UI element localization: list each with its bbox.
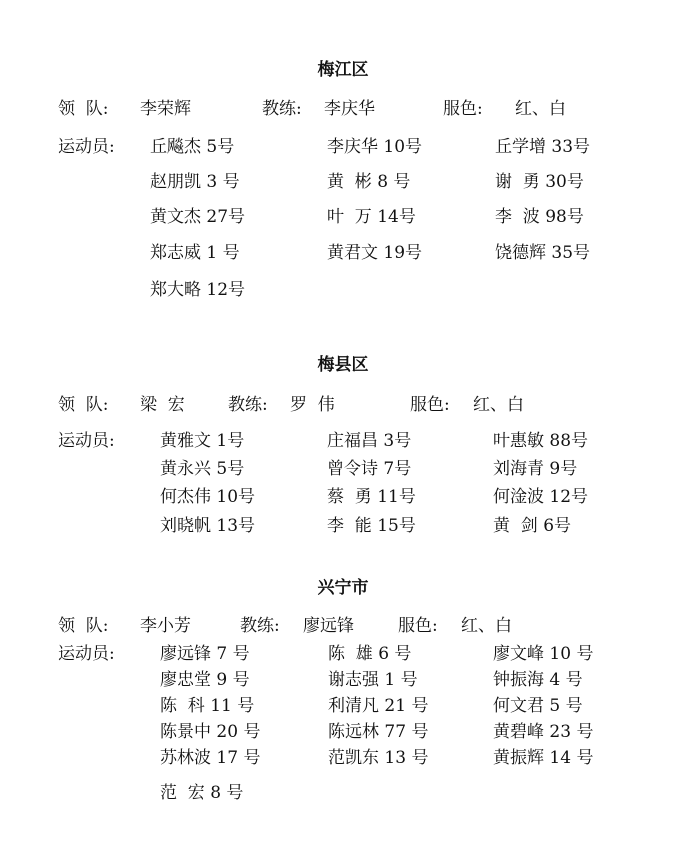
athlete-entry: 黄碧峰 23 号: [493, 722, 594, 742]
leader-name: 梁 宏: [140, 395, 185, 415]
athletes-label: 运动员:: [58, 644, 115, 664]
athlete-entry: 廖忠堂 9 号: [160, 670, 250, 690]
uniform-label: 服色:: [398, 616, 438, 636]
athlete-entry: 何杰伟 10号: [160, 487, 256, 507]
athlete-entry: 范 宏 8 号: [160, 783, 244, 803]
athlete-entry: 刘晓帆 13号: [160, 516, 256, 536]
athlete-entry: 李 波 98号: [495, 207, 584, 227]
athlete-entry: 陈远林 77 号: [328, 722, 429, 742]
athlete-entry: 丘学增 33号: [495, 137, 591, 157]
athlete-entry: 陈 科 11 号: [160, 696, 255, 716]
uniform-label: 服色:: [410, 395, 450, 415]
coach-name: 廖远锋: [303, 616, 354, 636]
leader-label: 领 队:: [58, 99, 109, 119]
athlete-entry: 黄永兴 5号: [160, 459, 245, 479]
athlete-entry: 何淦波 12号: [493, 487, 589, 507]
coach-label: 教练:: [228, 395, 268, 415]
athlete-entry: 黄振辉 14 号: [493, 748, 594, 768]
athlete-entry: 黄君文 19号: [327, 243, 423, 263]
athlete-entry: 饶德辉 35号: [495, 243, 591, 263]
coach-name: 罗 伟: [290, 395, 335, 415]
uniform-color: 红、白: [461, 616, 512, 636]
athlete-entry: 郑志威 1 号: [150, 243, 240, 263]
athlete-entry: 黄 彬 8 号: [327, 172, 411, 192]
athlete-entry: 钟振海 4 号: [493, 670, 583, 690]
athlete-entry: 黄 剑 6号: [493, 516, 572, 536]
athlete-entry: 苏林波 17 号: [160, 748, 261, 768]
leader-label: 领 队:: [58, 616, 109, 636]
athlete-entry: 利清凡 21 号: [328, 696, 429, 716]
coach-label: 教练:: [262, 99, 302, 119]
leader-name: 李小芳: [140, 616, 191, 636]
leader-label: 领 队:: [58, 395, 109, 415]
athlete-entry: 廖文峰 10 号: [493, 644, 594, 664]
athletes-label: 运动员:: [58, 431, 115, 451]
athlete-entry: 庄福昌 3号: [327, 431, 412, 451]
athlete-entry: 丘飚杰 5号: [150, 137, 235, 157]
athlete-entry: 刘海青 9号: [493, 459, 578, 479]
uniform-color: 红、白: [515, 99, 566, 119]
coach-label: 教练:: [240, 616, 280, 636]
athlete-entry: 赵朋凯 3 号: [150, 172, 240, 192]
athlete-entry: 曾令诗 7号: [327, 459, 412, 479]
athlete-entry: 范凯东 13 号: [328, 748, 429, 768]
uniform-color: 红、白: [473, 395, 524, 415]
athlete-entry: 黄文杰 27号: [150, 207, 246, 227]
coach-name: 李庆华: [324, 99, 375, 119]
athletes-label: 运动员:: [58, 137, 115, 157]
leader-name: 李荣辉: [140, 99, 191, 119]
section-title: 兴宁市: [317, 578, 369, 598]
athlete-entry: 谢志强 1 号: [328, 670, 418, 690]
athlete-entry: 陈 雄 6 号: [328, 644, 412, 664]
athlete-entry: 黄雅文 1号: [160, 431, 245, 451]
athlete-entry: 何文君 5 号: [493, 696, 583, 716]
uniform-label: 服色:: [443, 99, 483, 119]
athlete-entry: 谢 勇 30号: [495, 172, 584, 192]
athlete-entry: 廖远锋 7 号: [160, 644, 250, 664]
section-title: 梅江区: [317, 60, 369, 80]
section-title: 梅县区: [317, 355, 369, 375]
athlete-entry: 蔡 勇 11号: [327, 487, 416, 507]
athlete-entry: 李庆华 10号: [327, 137, 423, 157]
athlete-entry: 叶惠敏 88号: [493, 431, 589, 451]
athlete-entry: 叶 万 14号: [327, 207, 416, 227]
athlete-entry: 陈景中 20 号: [160, 722, 261, 742]
athlete-entry: 郑大略 12号: [150, 280, 246, 300]
athlete-entry: 李 能 15号: [327, 516, 416, 536]
